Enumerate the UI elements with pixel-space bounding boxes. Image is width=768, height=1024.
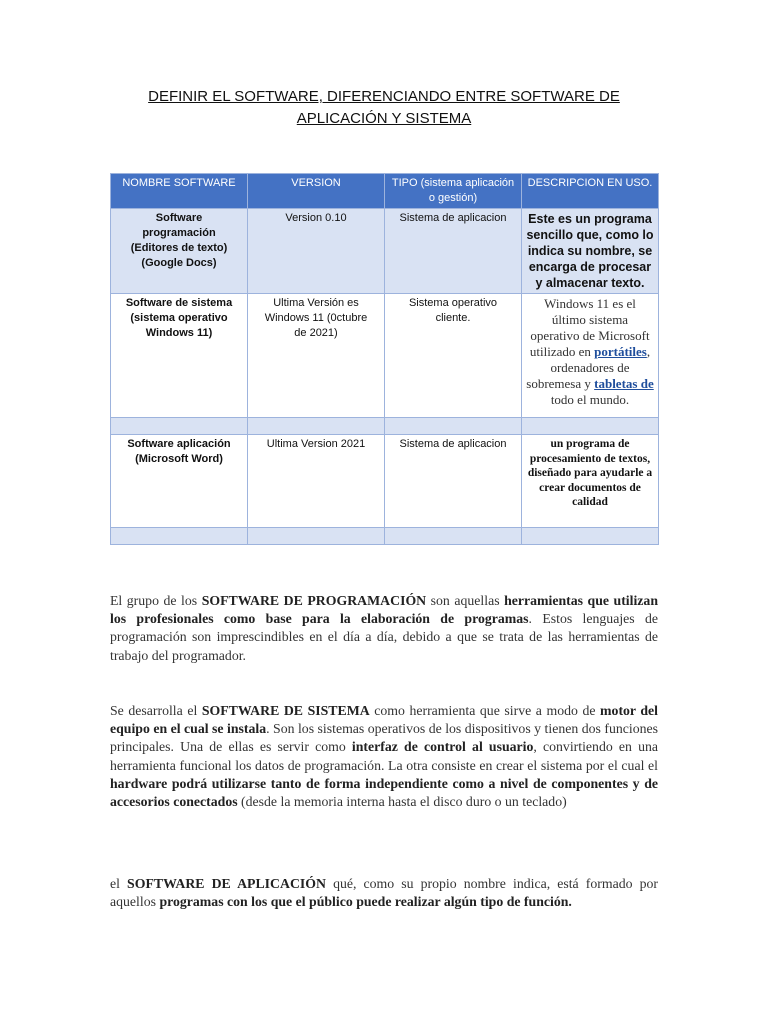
description-text: , ordenadores de sobremesa y <box>526 344 651 391</box>
cell-type-aplicacion: Sistema de aplicacion <box>385 435 522 528</box>
para-text: . Son los sistemas operativos de los dispositivos y tienen dos funciones principales. Una de ellas es servir como <box>110 721 659 755</box>
para-text: . Estos lenguajes de programación son imprescindibles en el día a día, debido a que se trata de las herramientas de trabajo del programador. <box>110 611 658 663</box>
cell-text: (sistema operativo <box>130 312 228 324</box>
paragraph-aplicacion <box>110 875 658 911</box>
link-tabletas[interactable]: tabletas de <box>594 376 654 391</box>
para-bold: programas con los que el público puede realizar algún tipo de función. <box>159 894 572 910</box>
para-bold: interfaz de control al usuario <box>351 739 534 755</box>
table-header-row <box>111 174 659 209</box>
cell-version-aplicacion: Ultima Version 2021 <box>248 435 385 528</box>
para-text: Se desarrolla el <box>110 703 202 718</box>
table-row-empty <box>111 418 659 435</box>
cell-text: Sistema operativo <box>408 297 498 309</box>
cell-description-programacion: Este es un programa sencillo que, como lo indica su nombre, se encarga de procesar y almacenar texto. <box>522 209 659 294</box>
para-bold: hardware podrá utilizarse tanto de forma independiente como a nivel de componentes y de accesorios conectados <box>110 775 658 810</box>
cell-text: Ultima Versión es <box>273 297 359 309</box>
empty-cell <box>385 528 522 545</box>
paragraph-programacion <box>110 592 658 665</box>
empty-cell <box>522 418 659 435</box>
cell-description-sistema <box>522 294 659 418</box>
cell-description-aplicacion: un programa de procesamiento de textos, diseñado para ayudarle a crear documentos de calidad <box>522 435 659 528</box>
para-text: qué, como su propio nombre indica, está formado por aquellos <box>110 876 658 910</box>
empty-cell <box>248 418 385 435</box>
cell-text: cliente. <box>435 312 471 324</box>
empty-cell <box>111 528 248 545</box>
para-text: , convirtiendo en una herramienta funcional los datos de programación. La otra consiste en crear el sistema por el cual el <box>110 739 658 773</box>
cell-text: Software aplicación <box>127 438 231 450</box>
document-title <box>110 86 658 130</box>
cell-version-programacion: Version 0.10 <box>248 209 385 294</box>
title-line-2: APLICACIÓN Y SISTEMA <box>296 110 472 127</box>
cell-text: de 2021) <box>294 327 338 339</box>
cell-text: (Editores de texto) <box>130 242 228 254</box>
link-portatiles[interactable]: portátiles <box>594 344 647 359</box>
table-row-sistema <box>111 294 659 418</box>
header-version: VERSION <box>248 174 385 209</box>
para-bold: SOFTWARE DE SISTEMA <box>201 703 370 718</box>
header-tipo: TIPO (sistema aplicación o gestión) <box>385 174 522 209</box>
software-table <box>110 173 659 545</box>
cell-version-sistema <box>248 294 385 418</box>
empty-cell <box>385 418 522 435</box>
cell-text: (Google Docs) <box>141 257 217 269</box>
cell-text: Software de sistema <box>125 297 233 309</box>
title-line-1: DEFINIR EL SOFTWARE, DIFERENCIANDO ENTRE SOFTWARE DE <box>148 88 620 105</box>
para-text: el <box>110 876 128 891</box>
para-bold: SOFTWARE DE APLICACIÓN <box>127 876 326 891</box>
para-text: son aquellas <box>426 593 505 608</box>
cell-name-sistema <box>111 294 248 418</box>
cell-name-programacion <box>111 209 248 294</box>
para-text: El grupo de los <box>110 593 202 608</box>
empty-cell <box>522 528 659 545</box>
description-text: Windows 11 es el último sistema operativo de Microsoft utilizado en <box>529 296 650 359</box>
para-bold: herramientas que utilizan los profesionales como base para la elaboración de programas <box>110 593 659 627</box>
table-row-programacion <box>111 209 659 294</box>
cell-text: Windows 11 (0ctubre <box>264 312 368 324</box>
header-descripcion: DESCRIPCION EN USO. <box>522 174 659 209</box>
cell-text: programación <box>142 227 216 239</box>
empty-cell <box>248 528 385 545</box>
para-bold: SOFTWARE DE PROGRAMACIÓN <box>201 593 427 608</box>
paragraph-sistema <box>110 702 658 811</box>
cell-type-sistema <box>385 294 522 418</box>
header-nombre-software: NOMBRE SOFTWARE <box>111 174 248 209</box>
cell-name-aplicacion <box>111 435 248 528</box>
cell-text: Software <box>155 212 203 224</box>
cell-text: (Microsoft Word) <box>135 453 223 465</box>
para-text: (desde la memoria interna hasta el disco duro o un teclado) <box>237 794 567 810</box>
para-bold: motor del equipo en el cual se instala <box>110 703 658 737</box>
table-row-aplicacion <box>111 435 659 528</box>
table-row-empty <box>111 528 659 545</box>
cell-text: Windows 11) <box>145 327 213 339</box>
cell-type-programacion: Sistema de aplicacion <box>385 209 522 294</box>
description-text: todo el mundo. <box>550 392 630 407</box>
para-text: como herramienta que sirve a modo de <box>369 703 601 718</box>
empty-cell <box>111 418 248 435</box>
